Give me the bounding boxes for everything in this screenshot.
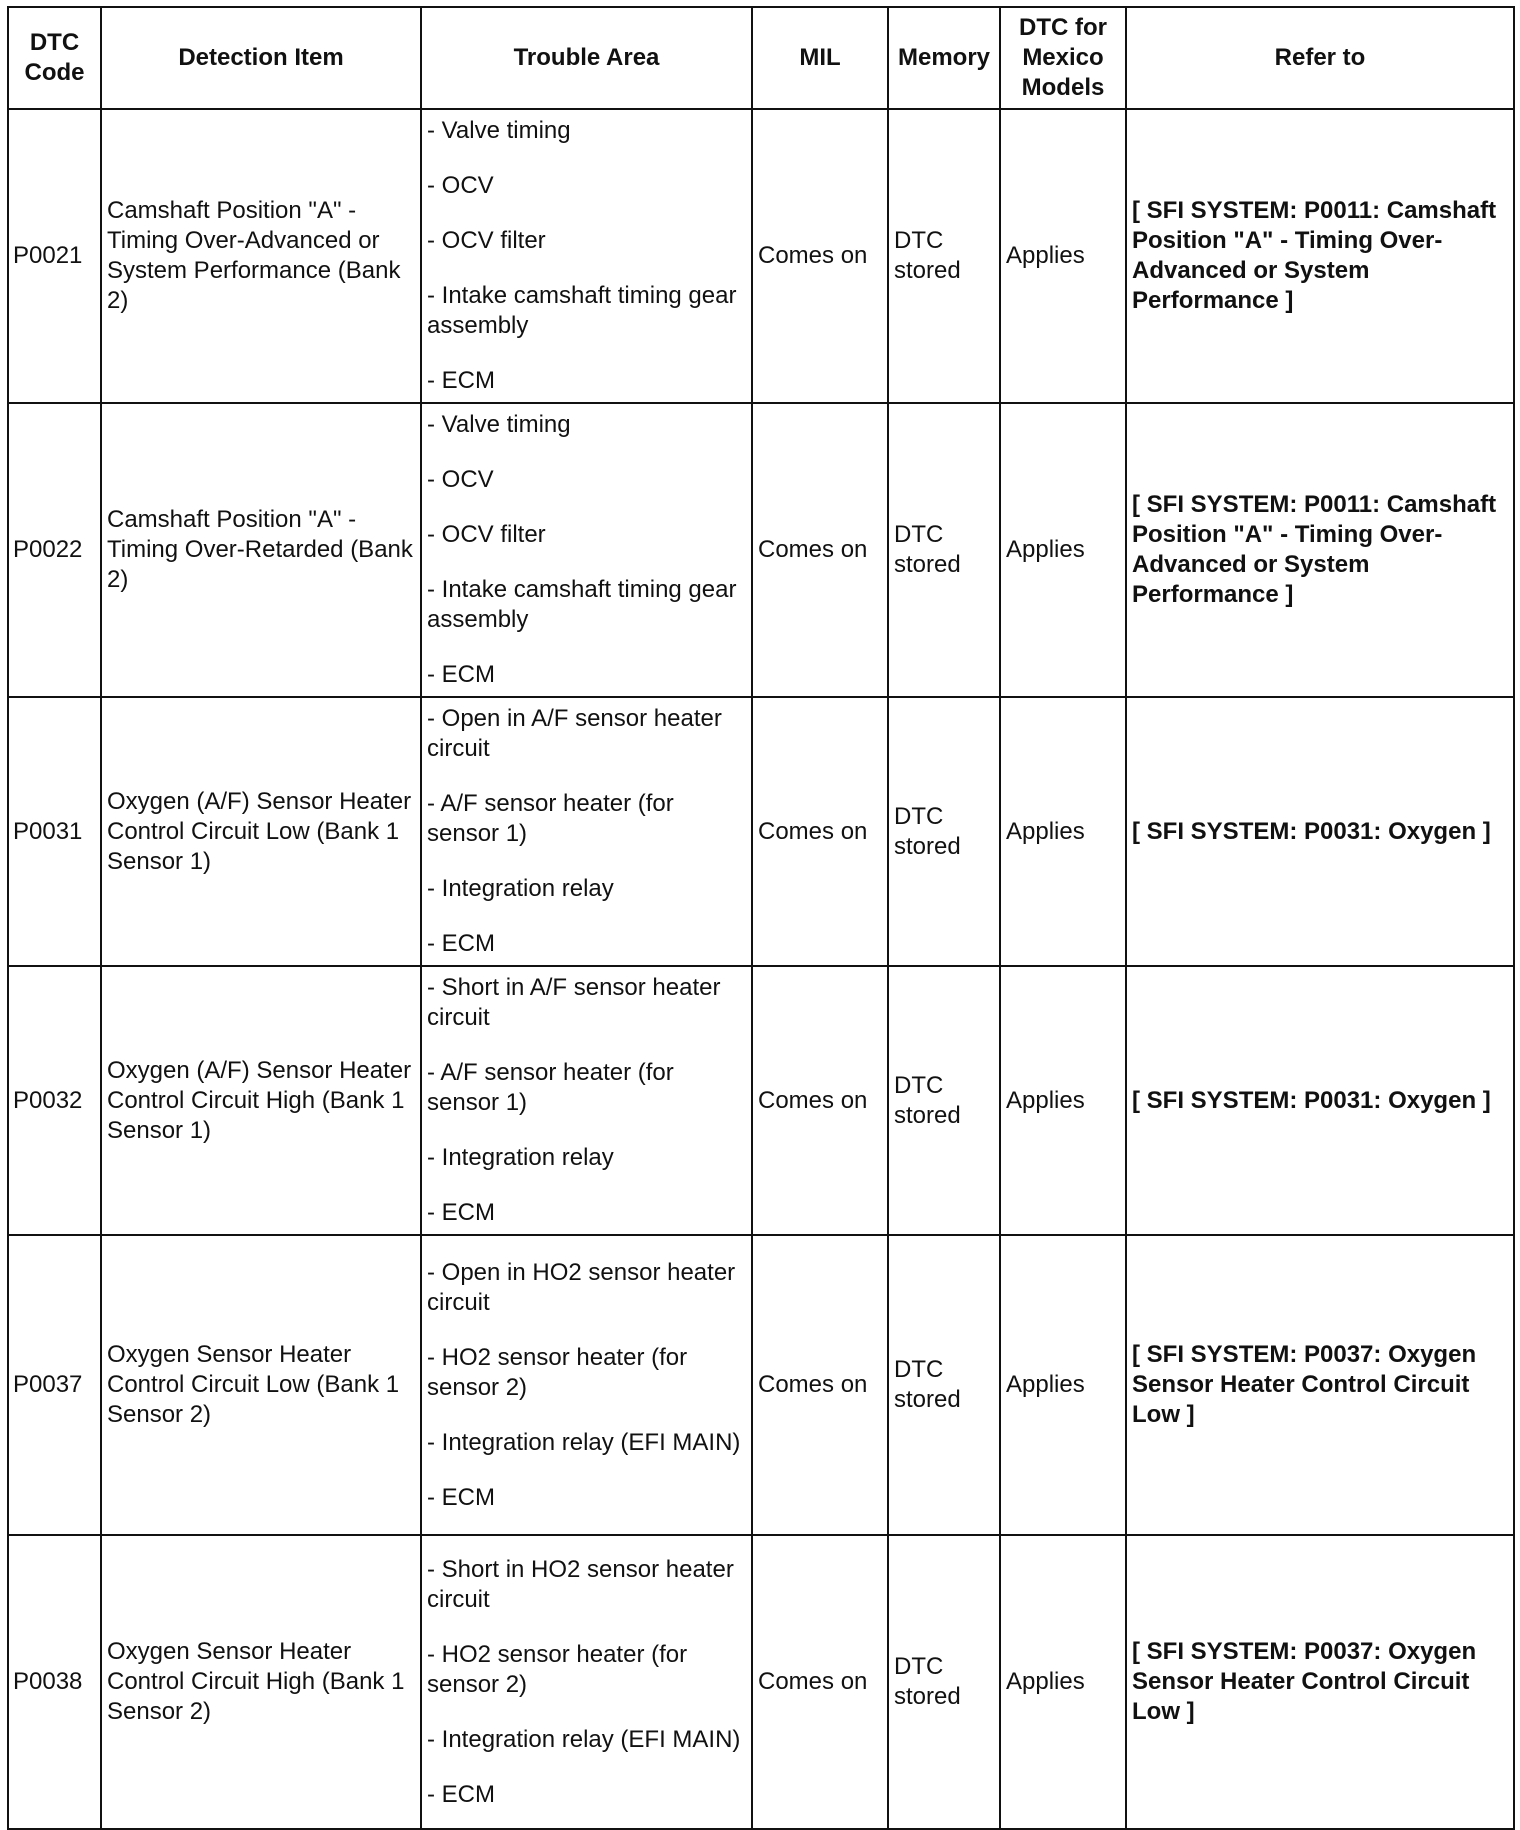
refer-to-link[interactable]: [ SFI SYSTEM: P0031: Oxygen ] [1126, 697, 1514, 966]
table-row [8, 966, 1514, 1235]
trouble-item: - Integration relay [427, 875, 614, 902]
trouble-item: - ECM [427, 1199, 495, 1226]
trouble-item: - Open in HO2 sensor heater circuit [427, 1258, 736, 1316]
trouble-item: - OCV [427, 172, 494, 199]
trouble-item: - Valve timing [427, 117, 571, 144]
refer-to-link[interactable]: [ SFI SYSTEM: P0011: Camshaft Position "A" - Timing Over-Advanced or System Performance ] [1126, 109, 1514, 403]
trouble-item: - HO2 sensor heater (for sensor 2) [427, 1343, 688, 1401]
detection-item: Oxygen Sensor Heater Control Circuit High (Bank 1 Sensor 2) [101, 1535, 421, 1829]
detection-item: Camshaft Position "A" - Timing Over-Advanced or System Performance (Bank 2) [101, 109, 421, 403]
table-row [8, 403, 1514, 697]
memory-status: DTC stored [888, 1535, 1000, 1829]
detection-item: Camshaft Position "A" - Timing Over-Retarded (Bank 2) [101, 403, 421, 697]
mil-status: Comes on [752, 697, 888, 966]
trouble-item: - Valve timing [427, 411, 571, 438]
trouble-item: - ECM [427, 930, 495, 957]
header-mil: MIL [752, 7, 888, 109]
memory-status: DTC stored [888, 966, 1000, 1235]
trouble-area [421, 403, 752, 697]
trouble-item: - Short in A/F sensor heater circuit [427, 974, 721, 1031]
table-row [8, 1235, 1514, 1535]
trouble-item: - Short in HO2 sensor heater circuit [427, 1555, 734, 1613]
refer-to-link[interactable]: [ SFI SYSTEM: P0037: Oxygen Sensor Heater Control Circuit Low ] [1126, 1235, 1514, 1535]
trouble-item: - Integration relay [427, 1144, 614, 1171]
table-row [8, 1535, 1514, 1829]
dtc-code: P0021 [8, 109, 101, 403]
trouble-item: - ECM [427, 661, 495, 688]
mil-status: Comes on [752, 1235, 888, 1535]
trouble-item: - A/F sensor heater (for sensor 1) [427, 1059, 674, 1116]
trouble-area [421, 109, 752, 403]
mexico-applies: Applies [1000, 697, 1126, 966]
table-row [8, 109, 1514, 403]
header-trouble-area: Trouble Area [421, 7, 752, 109]
mexico-applies: Applies [1000, 966, 1126, 1235]
dtc-code: P0022 [8, 403, 101, 697]
dtc-code: P0038 [8, 1535, 101, 1829]
trouble-item: - OCV [427, 466, 494, 493]
trouble-item: - ECM [427, 367, 495, 394]
trouble-area [421, 1535, 752, 1829]
memory-status: DTC stored [888, 697, 1000, 966]
memory-status: DTC stored [888, 109, 1000, 403]
dtc-code: P0037 [8, 1235, 101, 1535]
mil-status: Comes on [752, 403, 888, 697]
trouble-item: - Integration relay (EFI MAIN) [427, 1428, 741, 1456]
refer-to-link[interactable]: [ SFI SYSTEM: P0031: Oxygen ] [1126, 966, 1514, 1235]
trouble-area [421, 697, 752, 966]
trouble-item: - ECM [427, 1483, 495, 1511]
table-row [8, 697, 1514, 966]
memory-status: DTC stored [888, 1235, 1000, 1535]
table-header-row [8, 7, 1514, 109]
header-mexico-models: DTC for Mexico Models [1000, 7, 1126, 109]
detection-item: Oxygen Sensor Heater Control Circuit Low (Bank 1 Sensor 2) [101, 1235, 421, 1535]
trouble-area [421, 1235, 752, 1535]
trouble-item: - Integration relay (EFI MAIN) [427, 1725, 741, 1753]
detection-item: Oxygen (A/F) Sensor Heater Control Circuit High (Bank 1 Sensor 1) [101, 966, 421, 1235]
trouble-item: - Intake camshaft timing gear assembly [427, 282, 737, 339]
mil-status: Comes on [752, 1535, 888, 1829]
trouble-area [421, 966, 752, 1235]
mexico-applies: Applies [1000, 109, 1126, 403]
trouble-item: - OCV filter [427, 521, 546, 548]
trouble-item: - HO2 sensor heater (for sensor 2) [427, 1640, 688, 1698]
trouble-item: - Intake camshaft timing gear assembly [427, 576, 737, 633]
mexico-applies: Applies [1000, 1235, 1126, 1535]
trouble-item: - Open in A/F sensor heater circuit [427, 705, 722, 762]
memory-status: DTC stored [888, 403, 1000, 697]
detection-item: Oxygen (A/F) Sensor Heater Control Circuit Low (Bank 1 Sensor 1) [101, 697, 421, 966]
mil-status: Comes on [752, 109, 888, 403]
trouble-item: - A/F sensor heater (for sensor 1) [427, 790, 674, 847]
refer-to-link[interactable]: [ SFI SYSTEM: P0037: Oxygen Sensor Heater Control Circuit Low ] [1126, 1535, 1514, 1829]
header-refer-to: Refer to [1126, 7, 1514, 109]
mexico-applies: Applies [1000, 403, 1126, 697]
mexico-applies: Applies [1000, 1535, 1126, 1829]
dtc-table [7, 6, 1515, 1830]
refer-to-link[interactable]: [ SFI SYSTEM: P0011: Camshaft Position "A" - Timing Over-Advanced or System Performance ] [1126, 403, 1514, 697]
header-memory: Memory [888, 7, 1000, 109]
header-dtc-code: DTC Code [8, 7, 101, 109]
trouble-item: - ECM [427, 1780, 495, 1808]
dtc-code: P0032 [8, 966, 101, 1235]
header-detection-item: Detection Item [101, 7, 421, 109]
dtc-code: P0031 [8, 697, 101, 966]
mil-status: Comes on [752, 966, 888, 1235]
trouble-item: - OCV filter [427, 227, 546, 254]
